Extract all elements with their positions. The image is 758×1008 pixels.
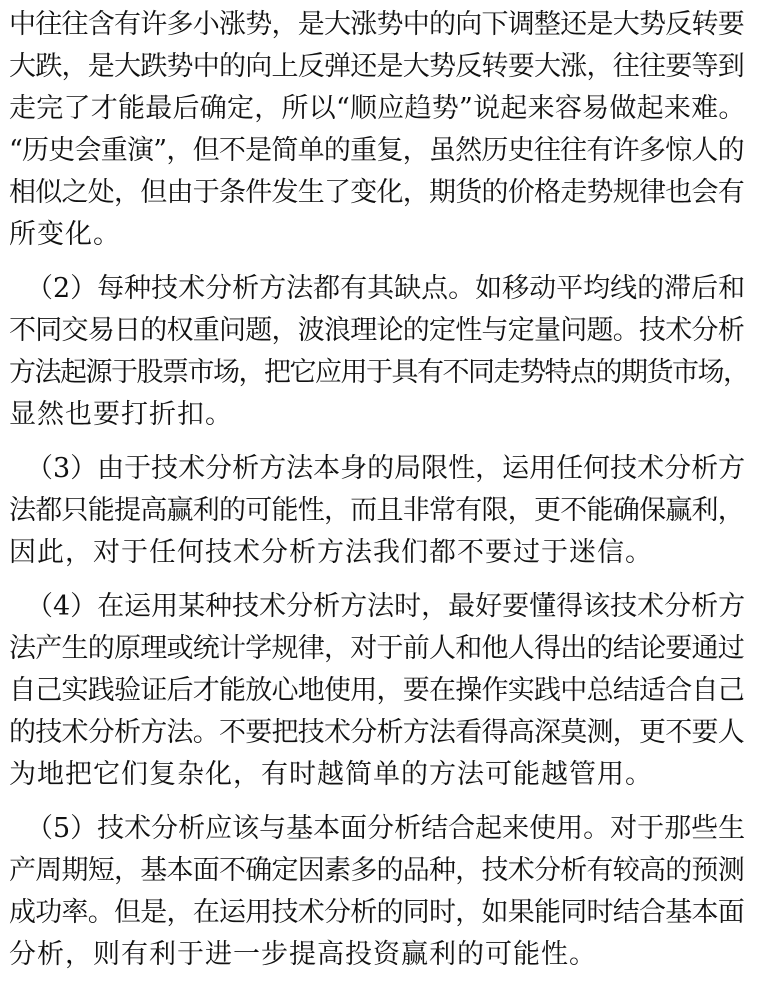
text-line: 自己实践验证后才能放心地使用，要在操作实践中总结适合自己	[9, 675, 744, 706]
paragraph-continuation	[9, 4, 749, 256]
text-line: 法都只能提高赢利的可能性，而且非常有限，更不能确保赢利，	[9, 495, 744, 526]
text-line: 产周期短，基本面不确定因素多的品种，技术分析有较高的预测	[9, 855, 744, 886]
text-line: 所变化。	[9, 219, 121, 250]
text-line: 相似之处，但由于条件发生了变化，期货的价格走势规律也会有	[9, 177, 744, 208]
text-line: 成功率。但是，在运用技术分析的同时，如果能同时结合基本面	[9, 897, 744, 928]
text-line: （3）由于技术分析方法本身的局限性，运用任何技术分析方	[26, 453, 746, 484]
text-line: 不同交易日的权重问题，波浪理论的定性与定量问题。技术分析	[9, 315, 744, 346]
text-line: （4）在运用某种技术分析方法时，最好要懂得该技术分析方	[26, 591, 746, 622]
text-line: 的技术分析方法。不要把技术分析方法看得高深莫测，更不要人	[9, 717, 744, 748]
text-line: 显然也要打折扣。	[9, 399, 233, 430]
text-line: 为地把它们复杂化，有时越简单的方法可能越管用。	[9, 759, 653, 790]
text-line: 中往往含有许多小涨势，是大涨势中的向下调整还是大势反转要	[9, 9, 744, 40]
text-line: 方法起源于股票市场，把它应用于具有不同走势特点的期货市场，	[9, 357, 749, 388]
text-line: （2）每种技术分析方法都有其缺点。如移动平均线的滞后和	[26, 273, 746, 304]
text-line: 因此，对于任何技术分析方法我们都不要过于迷信。	[9, 537, 653, 568]
paragraph-point-5	[9, 808, 749, 976]
text-line: （5）技术分析应该与基本面分析结合起来使用。对于那些生	[26, 813, 746, 844]
paragraph-point-2	[9, 268, 749, 436]
text-line: 走完了才能最后确定，所以“顺应趋势”说起来容易做起来难。	[9, 93, 746, 124]
paragraph-point-3	[9, 448, 749, 574]
paragraph-point-4	[9, 586, 749, 796]
text-line: 法产生的原理或统计学规律，对于前人和他人得出的结论要通过	[9, 633, 744, 664]
text-line: 大跌，是大跌势中的向上反弹还是大势反转要大涨，往往要等到	[9, 51, 744, 82]
text-line: “历史会重演”，但不是简单的重复，虽然历史往往有许多惊人的	[9, 135, 744, 166]
text-line: 分析，则有利于进一步提高投资赢利的可能性。	[9, 939, 597, 970]
